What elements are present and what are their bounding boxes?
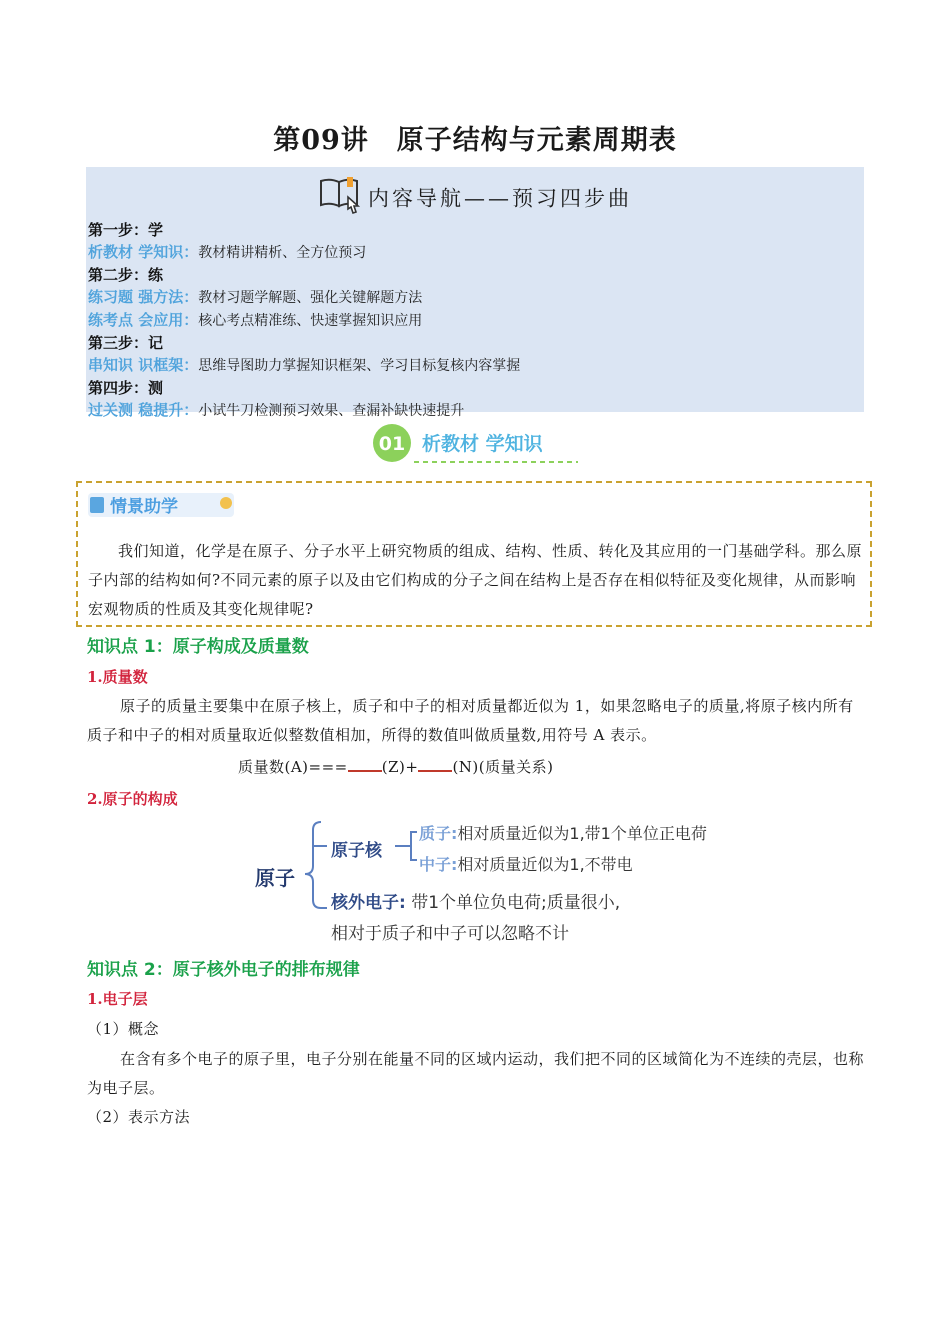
electron-line: 核外电子: 带1个单位负电荷;质量很小, xyxy=(331,893,621,913)
section-label: 析教材 学知识 xyxy=(422,433,543,455)
step-line: 过关测 稳提升：小试牛刀检测预习效果、查漏补缺快速提升 xyxy=(88,401,465,419)
step-line: 练习题 强方法：教材习题学解题、强化关键解题方法 xyxy=(88,288,423,306)
step-4-title: 第四步：测 xyxy=(88,379,164,397)
scene-learning-box xyxy=(76,481,872,627)
scene-badge-label: 情景助学 xyxy=(110,497,178,517)
scene-badge xyxy=(88,489,238,521)
atom-structure-diagram xyxy=(255,816,715,946)
item-representation: （2）表示方法 xyxy=(87,1108,191,1126)
step-line: 析教材 学知识：教材精讲精析、全方位预习 xyxy=(88,243,367,261)
mass-number-paragraph: 原子的质量主要集中在原子核上，质子和中子的相对质量都近似为 1，如果忽略电子的质量,将原子核内所有质子和中子的相对质量取近似整数值相加，所得的数值叫做质量数,用符号 A 表示。 xyxy=(87,697,854,744)
fill-blank[interactable] xyxy=(418,755,452,772)
lecture-number: 第09讲 xyxy=(273,125,369,156)
proton-line: 质子:相对质量近似为1,带1个单位正电荷 xyxy=(419,824,707,843)
content-navigation-box xyxy=(86,167,864,419)
section-badge xyxy=(370,422,580,466)
atom-label: 原子 xyxy=(255,866,295,890)
subheading-electron-shell: 1.电子层 xyxy=(87,990,148,1008)
mass-number-formula: 质量数(A)=== (Z)+ (N)(质量关系) xyxy=(238,753,554,782)
electron-shell-paragraph: 在含有多个电子的原子里，电子分别在能量不同的区域内运动，我们把不同的区域简化为不连续的壳层，也称为电子层。 xyxy=(87,1050,865,1097)
nav-heading: 内容导航——预习四步曲 xyxy=(86,175,864,220)
neutron-line: 中子:相对质量近似为1,不带电 xyxy=(419,855,633,874)
lecture-title: 原子结构与元素周期表 xyxy=(396,125,677,156)
scene-intro-text: 我们知道，化学是在原子、分子水平上研究物质的组成、结构、性质、转化及其应用的一门基础学科。那么原子内部的结构如何?不同元素的原子以及由它们构成的分子之间在结构上是否存在相似特征及变化规律，从而影响宏观物质的性质及其变化规律呢? xyxy=(88,542,863,618)
subheading-atom-structure: 2.原子的构成 xyxy=(87,790,178,808)
step-line: 串知识 识框架：思维导图助力掌握知识框架、学习目标复核内容掌握 xyxy=(88,356,521,374)
item-concept: （1）概念 xyxy=(87,1020,160,1038)
step-2-title: 第二步：练 xyxy=(88,266,164,284)
fill-blank[interactable] xyxy=(348,755,382,772)
nucleus-label: 原子核 xyxy=(331,841,382,861)
step-1-title: 第一步：学 xyxy=(88,221,164,239)
subheading-mass-number: 1.质量数 xyxy=(87,668,148,686)
book-pointer-icon xyxy=(318,175,364,220)
step-list xyxy=(88,219,520,422)
section-number: 01 xyxy=(378,433,406,455)
step-3-title: 第三步：记 xyxy=(88,334,164,352)
knowledge-point-2-title: 知识点 2：原子核外电子的排布规律 xyxy=(87,960,360,980)
step-line: 练考点 会应用：核心考点精准练、快速掌握知识应用 xyxy=(88,311,423,329)
knowledge-point-1-title: 知识点 1：原子构成及质量数 xyxy=(87,637,309,657)
electron-line-2: 相对于质子和中子可以忽略不计 xyxy=(331,924,569,944)
page-title xyxy=(0,118,950,157)
